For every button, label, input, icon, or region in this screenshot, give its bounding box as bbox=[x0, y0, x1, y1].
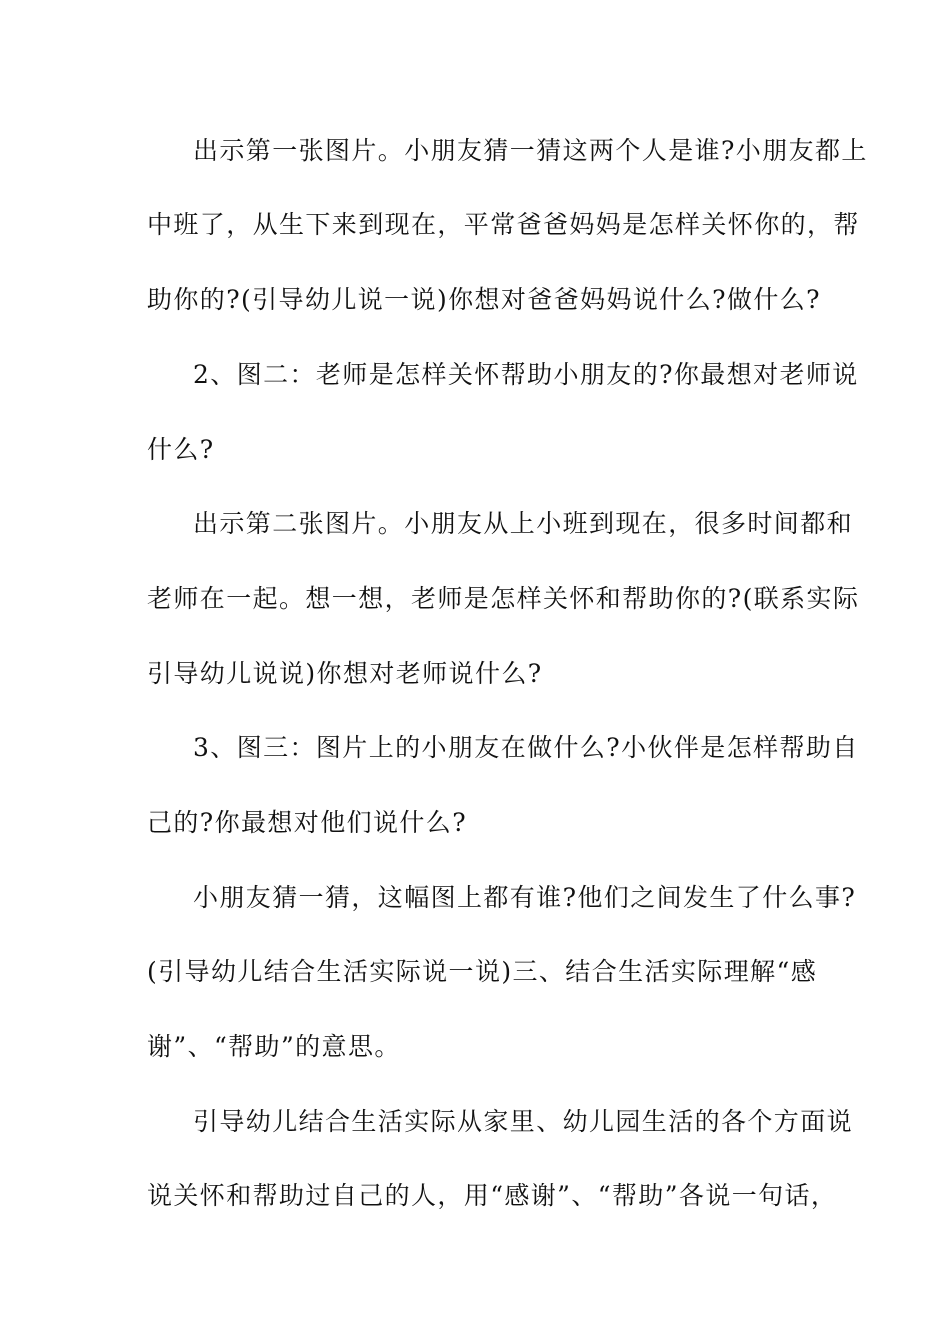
text-line: 2、图二：老师是怎样关怀帮助小朋友的?你最想对老师说 bbox=[193, 360, 859, 389]
text-line: 3、图三：图片上的小朋友在做什么?小伙伴是怎样帮助自 bbox=[193, 733, 859, 762]
text-line: 引导幼儿结合生活实际从家里、幼儿园生活的各个方面说 bbox=[193, 1107, 854, 1136]
text-line: (引导幼儿结合生活实际说一说)三、结合生活实际理解“感 bbox=[147, 957, 818, 986]
text-line: 己的?你最想对他们说什么? bbox=[147, 808, 468, 837]
text-line: 出示第一张图片。小朋友猜一猜这两个人是谁?小朋友都上 bbox=[193, 136, 868, 165]
text-line: 助你的?(引导幼儿说一说)你想对爸爸妈妈说什么?做什么? bbox=[147, 285, 821, 314]
text-line: 引导幼儿说说)你想对老师说什么? bbox=[147, 659, 543, 688]
text-line: 出示第二张图片。小朋友从上小班到现在，很多时间都和 bbox=[193, 509, 854, 538]
text-line: 什么? bbox=[147, 435, 215, 464]
text-line: 中班了，从生下来到现在，平常爸爸妈妈是怎样关怀你的，帮 bbox=[147, 210, 860, 239]
text-line: 说关怀和帮助过自己的人，用“感谢”、“帮助”各说一句话， bbox=[147, 1181, 838, 1210]
text-line: 小朋友猜一猜，这幅图上都有谁?他们之间发生了什么事? bbox=[193, 883, 857, 912]
text-line: 老师在一起。想一想，老师是怎样关怀和帮助你的?(联系实际 bbox=[147, 584, 860, 613]
text-line: 谢”、“帮助”的意思。 bbox=[147, 1032, 401, 1061]
